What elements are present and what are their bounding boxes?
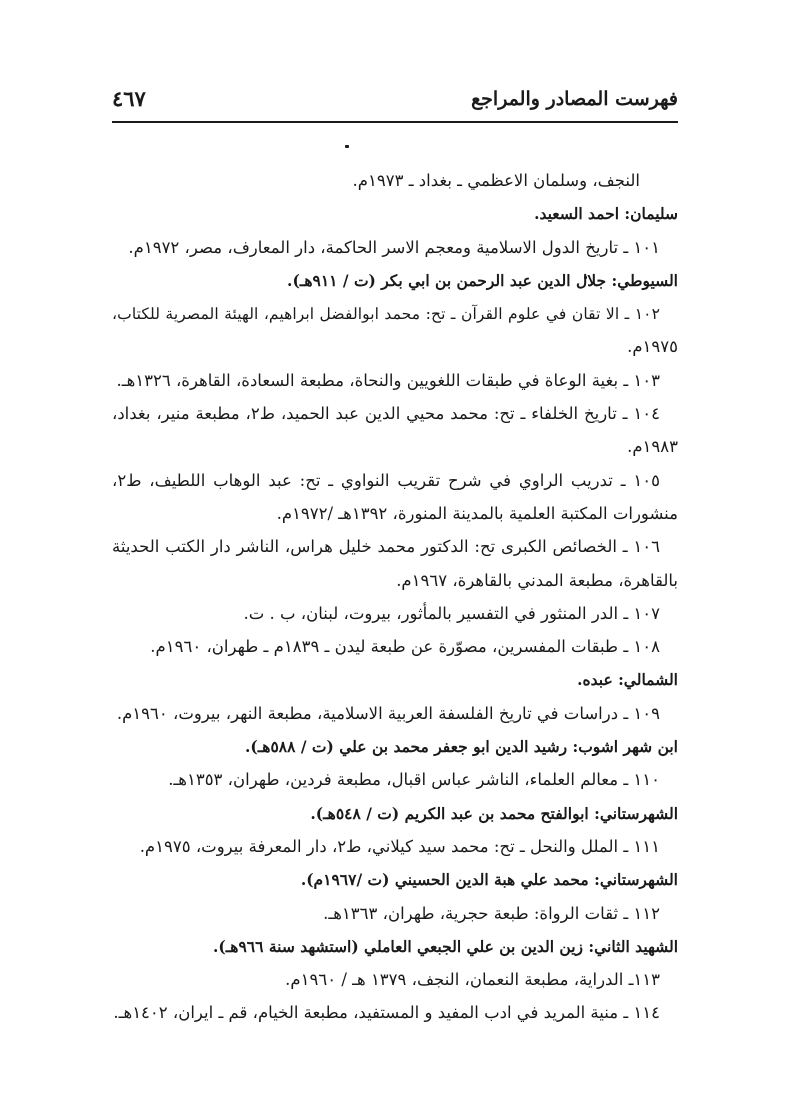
bibliography-entry: ١٠٨ ـ طبقات المفسرين، مصوّرة عن طبعة ليدن ـ ١٨٣٩م ـ طهران، ١٩٦٠م. bbox=[150, 637, 660, 657]
author-heading: ابن شهر اشوب: رشيد الدين ابو جعفر محمد بن علي (ت / ٥٨٨هـ). bbox=[245, 737, 678, 757]
entry-continuation: ١٩٧٥م. bbox=[627, 337, 678, 357]
header-rule bbox=[112, 121, 678, 123]
author-heading: السيوطي: جلال الدين عبد الرحمن بن ابي بكر (ت / ٩١١هـ). bbox=[287, 270, 678, 290]
entry-continuation: بالقاهرة، مطبعة المدني بالقاهرة، ١٩٦٧م. bbox=[396, 570, 678, 590]
bibliography-entry: ١٠٤ ـ تاريخ الخلفاء ـ تح: محمد محيي الدين عبد الحميد، ط٢، مطبعة منير، بغداد، bbox=[112, 404, 660, 424]
page-number: ٤٦٧ bbox=[112, 86, 146, 111]
bibliography-entry: ١١٢ ـ ثقات الرواة: طبعة حجرية، طهران، ١٣٦٣هـ. bbox=[323, 903, 660, 923]
running-title: فهرست المصادر والمراجع bbox=[471, 88, 678, 110]
bibliography-entry: ١٠٧ ـ الدر المنثور في التفسير بالمأثور، بيروت، لبنان، ب . ت. bbox=[243, 603, 660, 623]
page-header bbox=[112, 84, 678, 118]
bibliography-body bbox=[112, 164, 678, 1030]
bibliography-entry: ١١٤ ـ منية المريد في ادب المفيد و المستفيد، مطبعة الخيام، قم ـ ايران، ١٤٠٢هـ. bbox=[113, 1003, 660, 1023]
bibliography-entry: ١٠٩ ـ دراسات في تاريخ الفلسفة العربية الاسلامية، مطبعة النهر، بيروت، ١٩٦٠م. bbox=[116, 703, 660, 723]
author-heading: الشهيد الثاني: زين الدين بن علي الجبعي العاملي (استشهد سنة ٩٦٦هـ). bbox=[213, 936, 678, 956]
bibliography-entry: ١٠٥ ـ تدريب الراوي في شرح تقريب النواوي ـ تح: عبد الوهاب اللطيف، ط٢، bbox=[112, 470, 660, 490]
author-heading: الشهرستاني: ابوالفتح محمد بن عبد الكريم (ت / ٥٤٨هـ). bbox=[310, 803, 678, 823]
entry-continuation: النجف، وسلمان الاعظمي ـ بغداد ـ ١٩٧٣م. bbox=[352, 171, 640, 190]
bibliography-entry: ١١١ ـ الملل والنحل ـ تح: محمد سيد كيلاني، ط٢، دار المعرفة بيروت، ١٩٧٥م. bbox=[139, 836, 660, 856]
bibliography-entry: ١٠١ ـ تاريخ الدول الاسلامية ومعجم الاسر الحاكمة، دار المعارف، مصر، ١٩٧٢م. bbox=[128, 237, 660, 257]
author-heading: الشمالي: عبده. bbox=[577, 670, 678, 690]
bibliography-entry: ١٠٦ ـ الخصائص الكبرى تح: الدكتور محمد خليل هراس، الناشر دار الكتب الحديثة bbox=[112, 537, 660, 557]
bibliography-entry: ١١٠ ـ معالم العلماء، الناشر عباس اقبال، مطبعة فردين، طهران، ١٣٥٣هـ. bbox=[168, 770, 660, 790]
print-speck bbox=[345, 145, 349, 148]
entry-continuation: ١٩٨٣م. bbox=[627, 437, 678, 457]
entry-continuation: منشورات المكتبة العلمية بالمدينة المنورة، ١٣٩٢هـ /١٩٧٢م. bbox=[276, 503, 678, 523]
author-heading: الشهرستاني: محمد علي هبة الدين الحسيني (ت /١٩٦٧م). bbox=[300, 870, 678, 890]
bibliography-entry: ١٠٢ ـ الا تقان في علوم القرآن ـ تح: محمد ابوالفضل ابراهيم، الهيئة المصرية للكتاب، bbox=[112, 304, 660, 324]
bibliography-entry: ١٠٣ ـ بغية الوعاة في طبقات اللغويين والنحاة، مطبعة السعادة، القاهرة، ١٣٢٦هـ. bbox=[116, 370, 660, 390]
bibliography-entry: ١١٣ـ الدراية، مطبعة النعمان، النجف، ١٣٧٩ هـ / ١٩٦٠م. bbox=[285, 970, 660, 990]
author-heading: سليمان: احمد السعيد. bbox=[534, 204, 678, 224]
